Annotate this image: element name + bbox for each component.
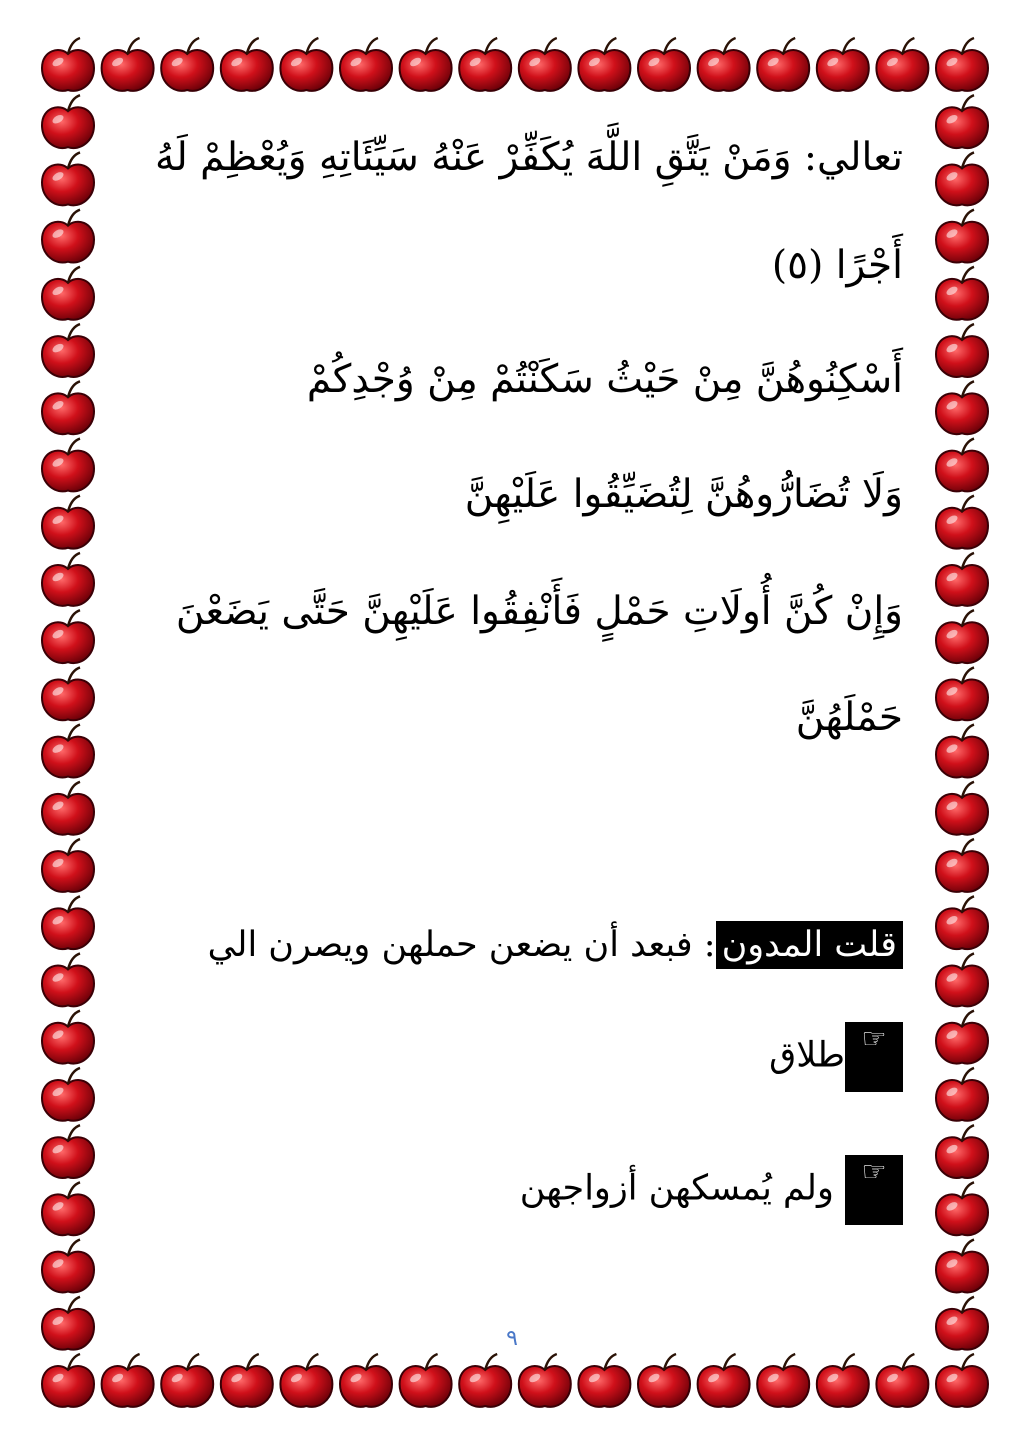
apple-icon bbox=[102, 38, 154, 91]
bullet-item-2 bbox=[120, 1155, 903, 1225]
apple-icon bbox=[936, 1011, 988, 1064]
apple-icon bbox=[936, 152, 988, 205]
apple-icon bbox=[42, 439, 94, 492]
apple-icon bbox=[42, 324, 94, 377]
apple-icon bbox=[936, 953, 988, 1006]
apple-icon bbox=[638, 1354, 690, 1407]
apple-icon bbox=[42, 152, 94, 205]
apple-icon bbox=[221, 1354, 273, 1407]
apple-icon bbox=[42, 496, 94, 549]
apple-icon bbox=[876, 1354, 928, 1407]
apple-icon bbox=[340, 1354, 392, 1407]
apple-icon bbox=[936, 667, 988, 720]
apple-icon bbox=[817, 38, 869, 91]
apple-icon bbox=[42, 725, 94, 778]
apple-icon bbox=[42, 1125, 94, 1178]
apple-icon bbox=[817, 1354, 869, 1407]
apple-icon bbox=[42, 210, 94, 263]
apple-icon bbox=[42, 1068, 94, 1121]
apple-icon bbox=[698, 38, 750, 91]
blogger-note-label: قلت المدون bbox=[716, 921, 903, 969]
page-number: ٩ bbox=[506, 1326, 518, 1351]
apple-icon bbox=[400, 1354, 452, 1407]
apple-icon bbox=[42, 610, 94, 663]
apple-icon bbox=[936, 782, 988, 835]
apple-icon bbox=[638, 38, 690, 91]
apple-icon bbox=[42, 953, 94, 1006]
apple-icon bbox=[757, 38, 809, 91]
bullet-text-2: ولم يُمسكهن أزواجهن bbox=[519, 1168, 834, 1209]
blogger-note-text: : فبعد أن يضعن حملهن ويصرن الي bbox=[207, 925, 716, 965]
apple-icon bbox=[936, 439, 988, 492]
apple-icon bbox=[340, 38, 392, 91]
apple-icon bbox=[161, 38, 213, 91]
apple-icon bbox=[459, 1354, 511, 1407]
verse-line-1: تعالي: وَمَنْ يَتَّقِ اللَّهَ يُكَفِّرْ عَنْهُ سَيِّئَاتِهِ وَيُعْظِمْ لَهُ bbox=[154, 135, 903, 180]
apple-icon bbox=[936, 267, 988, 320]
apple-icon bbox=[42, 839, 94, 892]
apple-icon bbox=[519, 38, 571, 91]
apple-icon bbox=[698, 1354, 750, 1407]
bullet-item-1 bbox=[120, 1022, 903, 1092]
apple-icon bbox=[936, 38, 988, 91]
apple-icon bbox=[936, 896, 988, 949]
apple-icon bbox=[876, 38, 928, 91]
apple-icon bbox=[936, 1068, 988, 1121]
apple-icon bbox=[936, 381, 988, 434]
apple-icon bbox=[161, 1354, 213, 1407]
apple-icon bbox=[42, 667, 94, 720]
apple-icon bbox=[42, 267, 94, 320]
pointing-hand-icon: ☞ bbox=[845, 1155, 903, 1225]
apple-icon bbox=[757, 1354, 809, 1407]
apple-icon bbox=[221, 38, 273, 91]
apple-icon bbox=[42, 381, 94, 434]
apple-icon bbox=[42, 896, 94, 949]
apple-icon bbox=[578, 1354, 630, 1407]
apple-icon bbox=[102, 1354, 154, 1407]
apple-icon bbox=[936, 496, 988, 549]
apple-icon bbox=[936, 1240, 988, 1293]
apple-icon bbox=[42, 1354, 94, 1407]
apple-icon bbox=[42, 38, 94, 91]
verse-line-3: أَسْكِنُوهُنَّ مِنْ حَيْثُ سَكَنْتُمْ مِنْ وُجْدِكُمْ bbox=[306, 357, 903, 402]
apple-icon bbox=[400, 38, 452, 91]
apple-icon bbox=[936, 553, 988, 606]
verse-line-5: وَإِنْ كُنَّ أُولَاتِ حَمْلٍ فَأَنْفِقُوا عَلَيْهِنَّ حَتَّى يَضَعْنَ bbox=[175, 589, 903, 634]
apple-icon bbox=[42, 95, 94, 148]
apple-icon bbox=[936, 1354, 988, 1407]
apple-icon bbox=[936, 95, 988, 148]
verse-line-2: أَجْرًا (٥) bbox=[771, 243, 903, 288]
apple-icon bbox=[42, 1182, 94, 1235]
apple-icon bbox=[936, 1182, 988, 1235]
blogger-note bbox=[120, 925, 903, 965]
apple-icon bbox=[936, 1125, 988, 1178]
apple-icon bbox=[519, 1354, 571, 1407]
apple-icon bbox=[280, 38, 332, 91]
apple-icon bbox=[42, 553, 94, 606]
apple-icon bbox=[280, 1354, 332, 1407]
apple-icon bbox=[42, 1240, 94, 1293]
apple-icon bbox=[936, 210, 988, 263]
apple-icon bbox=[936, 725, 988, 778]
bullet-text-1: طلاق bbox=[769, 1035, 845, 1076]
apple-icon bbox=[42, 782, 94, 835]
apple-icon bbox=[936, 610, 988, 663]
apple-icon bbox=[459, 38, 511, 91]
apple-icon bbox=[936, 839, 988, 892]
verse-line-6: حَمْلَهُنَّ bbox=[795, 695, 903, 740]
apple-icon bbox=[42, 1011, 94, 1064]
apple-icon bbox=[936, 324, 988, 377]
pointing-hand-icon: ☞ bbox=[845, 1022, 903, 1092]
verse-line-4: وَلَا تُضَارُّوهُنَّ لِتُضَيِّقُوا عَلَيْهِنَّ bbox=[464, 472, 903, 517]
apple-icon bbox=[578, 38, 630, 91]
